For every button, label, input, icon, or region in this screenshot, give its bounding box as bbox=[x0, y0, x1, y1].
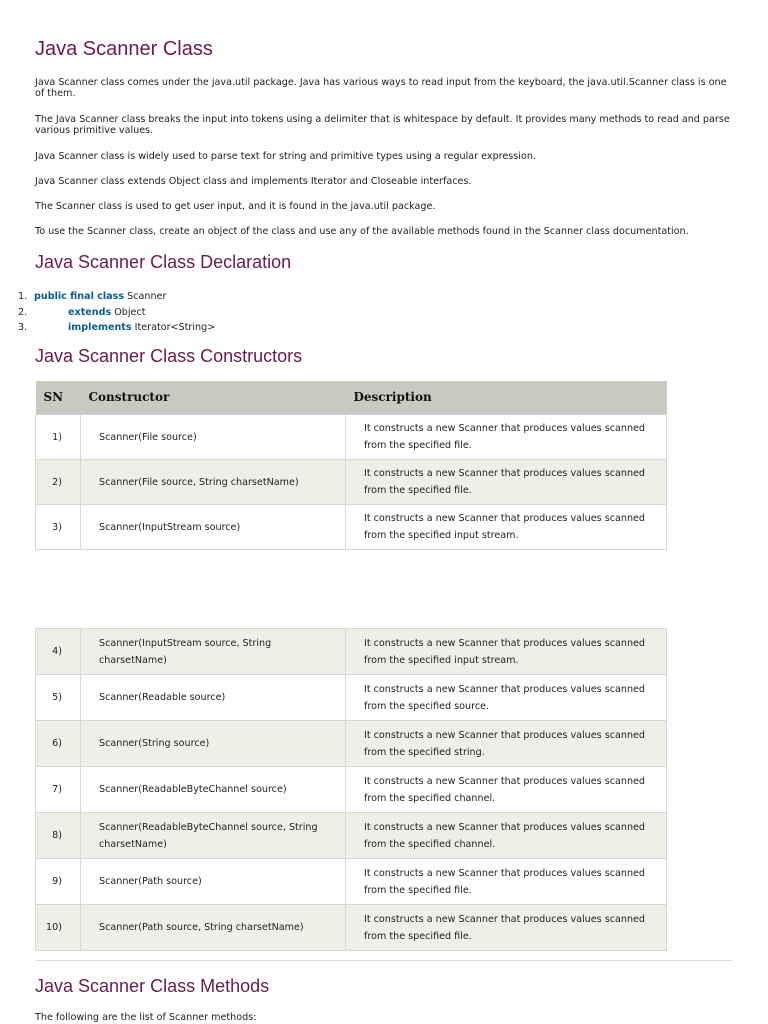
section-divider bbox=[35, 960, 733, 961]
cell-constructor: Scanner(InputStream source, String charsetName) bbox=[81, 629, 346, 675]
code-keyword: extends bbox=[68, 307, 112, 318]
table-row bbox=[36, 415, 667, 460]
constructors-table bbox=[35, 381, 667, 550]
cell-sn: 2) bbox=[36, 460, 81, 505]
cell-description: It constructs a new Scanner that produces values scanned from the specified file. bbox=[346, 859, 667, 905]
table-row bbox=[36, 505, 667, 550]
cell-sn: 6) bbox=[36, 721, 81, 767]
table-row bbox=[36, 460, 667, 505]
cell-description: It constructs a new Scanner that produces values scanned from the specified string. bbox=[346, 721, 667, 767]
cell-constructor: Scanner(Path source) bbox=[81, 859, 346, 905]
cell-description: It constructs a new Scanner that produces values scanned from the specified channel. bbox=[346, 813, 667, 859]
cell-description: It constructs a new Scanner that produces values scanned from the specified file. bbox=[346, 905, 667, 951]
cell-constructor: Scanner(Path source, String charsetName) bbox=[81, 905, 346, 951]
table-row bbox=[36, 813, 667, 859]
table-row bbox=[36, 721, 667, 767]
cell-description: It constructs a new Scanner that produces values scanned from the specified input stream. bbox=[346, 505, 667, 550]
code-keyword: implements bbox=[68, 322, 132, 333]
code-line-text bbox=[34, 289, 166, 304]
cell-sn: 4) bbox=[36, 629, 81, 675]
table-row bbox=[36, 905, 667, 951]
cell-description: It constructs a new Scanner that produces values scanned from the specified file. bbox=[346, 415, 667, 460]
header-sn: SN bbox=[36, 381, 81, 415]
cell-constructor: Scanner(File source) bbox=[81, 415, 346, 460]
table-row bbox=[36, 859, 667, 905]
declaration-heading: Java Scanner Class Declaration bbox=[35, 252, 292, 272]
header-description: Description bbox=[346, 381, 667, 415]
methods-intro: The following are the list of Scanner methods: bbox=[35, 1012, 257, 1023]
cell-sn: 8) bbox=[36, 813, 81, 859]
intro-paragraph: To use the Scanner class, create an object of the class and use any of the available methods found in the Scanner class documentation. bbox=[35, 226, 689, 237]
code-line bbox=[0, 289, 400, 304]
code-rest: Iterator<String> bbox=[131, 322, 216, 333]
cell-sn: 5) bbox=[36, 675, 81, 721]
code-line bbox=[0, 320, 400, 335]
cell-description: It constructs a new Scanner that produces values scanned from the specified source. bbox=[346, 675, 667, 721]
cell-sn: 3) bbox=[36, 505, 81, 550]
table-row bbox=[36, 629, 667, 675]
intro-paragraph: Java Scanner class comes under the java.util package. Java has various ways to read input from the keyboard, the java.util.Scanner class is one of them. bbox=[35, 77, 727, 99]
table-row bbox=[36, 767, 667, 813]
page-title: Java Scanner Class bbox=[35, 38, 213, 60]
cell-constructor: Scanner(Readable source) bbox=[81, 675, 346, 721]
code-line bbox=[0, 305, 400, 320]
cell-sn: 9) bbox=[36, 859, 81, 905]
intro-paragraph: The Scanner class is used to get user input, and it is found in the java.util package. bbox=[35, 201, 436, 212]
table-header-row bbox=[36, 381, 667, 415]
code-line-number: 1. bbox=[18, 291, 28, 302]
cell-constructor: Scanner(ReadableByteChannel source, String charsetName) bbox=[81, 813, 346, 859]
methods-heading: Java Scanner Class Methods bbox=[35, 976, 270, 996]
code-rest: Object bbox=[111, 307, 146, 318]
table-row bbox=[36, 675, 667, 721]
cell-constructor: Scanner(InputStream source) bbox=[81, 505, 346, 550]
code-keyword: public final class bbox=[34, 291, 125, 302]
cell-constructor: Scanner(File source, String charsetName) bbox=[81, 460, 346, 505]
cell-description: It constructs a new Scanner that produces values scanned from the specified channel. bbox=[346, 767, 667, 813]
code-line-text bbox=[68, 305, 146, 320]
cell-constructor: Scanner(ReadableByteChannel source) bbox=[81, 767, 346, 813]
cell-description: It constructs a new Scanner that produces values scanned from the specified file. bbox=[346, 460, 667, 505]
constructors-heading: Java Scanner Class Constructors bbox=[35, 346, 303, 366]
cell-description: It constructs a new Scanner that produces values scanned from the specified input stream. bbox=[346, 629, 667, 675]
code-rest: Scanner bbox=[124, 291, 167, 302]
intro-paragraph: Java Scanner class extends Object class and implements Iterator and Closeable interfaces. bbox=[35, 176, 472, 187]
intro-paragraph: Java Scanner class is widely used to parse text for string and primitive types using a regular expression. bbox=[35, 151, 536, 162]
intro-paragraph: The Java Scanner class breaks the input into tokens using a delimiter that is whitespace by default. It provides many methods to read and parse various primitive values. bbox=[35, 114, 730, 136]
code-line-text bbox=[68, 320, 215, 335]
code-line-number: 2. bbox=[18, 307, 28, 318]
code-line-number: 3. bbox=[18, 322, 28, 333]
cell-sn: 10) bbox=[36, 905, 81, 951]
cell-constructor: Scanner(String source) bbox=[81, 721, 346, 767]
header-constructor: Constructor bbox=[81, 381, 346, 415]
constructors-table-continued bbox=[35, 628, 667, 951]
cell-sn: 7) bbox=[36, 767, 81, 813]
cell-sn: 1) bbox=[36, 415, 81, 460]
